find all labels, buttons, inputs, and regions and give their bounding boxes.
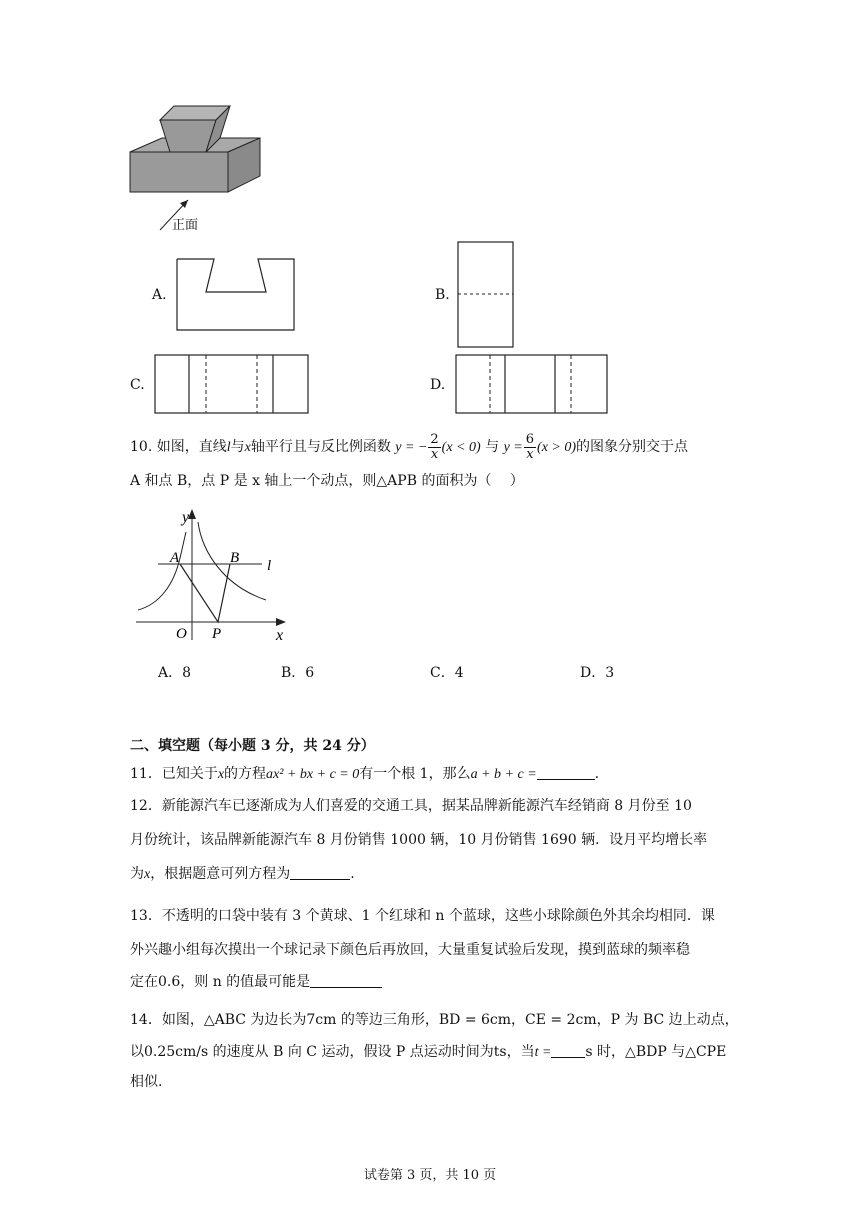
- graph-point-p: P: [212, 626, 222, 642]
- q13-answer-blank[interactable]: [310, 973, 382, 988]
- q12-line3: 为x，根据题意可列方程为 .: [130, 866, 355, 882]
- option-b-letter: B.: [435, 287, 450, 303]
- q14-line1: 14．如图，△ABC 为边长为7cm 的等边三角形，BD = 6cm，CE = 2cm，P 为 BC 边上动点，: [130, 1012, 739, 1028]
- q10-line2: A 和点 B，点 P 是 x 轴上一个动点，则△APB 的面积为（ ）: [130, 473, 524, 489]
- q13-line3: 定在0.6，则 n 的值最可能是: [130, 972, 730, 992]
- option-a-figure: [176, 258, 296, 332]
- graph-line-l: l: [267, 558, 272, 574]
- q12-line2: 月份统计，该品牌新能源汽车 8 月份销售 1000 辆，10 月份销售 1690 辆．设月平均增长率: [130, 832, 708, 848]
- option-c-letter: C.: [130, 377, 145, 393]
- page-footer: 试卷第 3 页，共 10 页: [363, 1168, 497, 1183]
- front-label: 正面: [172, 218, 199, 233]
- q10-option-d: D．3: [580, 665, 615, 681]
- graph-point-b: B: [230, 550, 240, 566]
- q12-answer-blank[interactable]: [290, 865, 350, 880]
- solid-figure: [120, 100, 280, 240]
- q10-option-a: A．8: [158, 665, 192, 681]
- q10-option-b: B．6: [281, 665, 315, 681]
- graph-x-label: x: [276, 627, 284, 644]
- option-b-figure: [457, 241, 515, 349]
- q14-line2: 以0.25cm/s 的速度从 B 向 C 运动，假设 P 点运动时间为ts，当t = s 时，△BDP 与△CPE: [130, 1044, 727, 1060]
- q10-option-c: C．4: [430, 665, 464, 681]
- option-a-letter: A.: [152, 287, 167, 303]
- fraction-6-over-x: $\frac{6}{x}$: [525, 431, 535, 462]
- option-d-letter: D.: [430, 377, 446, 393]
- option-d-figure: [455, 354, 609, 416]
- q10-line1: 10. 如图，直线l与x轴平行且与反比例函数 y = − $\frac{2}{x}$ (x < 0) 与 y = $\frac{6}{x}$ (x > 0)的图象分别交于点: [130, 431, 689, 462]
- graph-y-label: y: [182, 509, 190, 526]
- option-c-figure: [154, 354, 310, 416]
- q11: 11．已知关于x的方程ax² + bx + c = 0有一个根 1，那么a + b + c = .: [130, 766, 600, 782]
- q13-line1: 13．不透明的口袋中装有 3 个黄球、1 个红球和 n 个蓝球，这些小球除颜色外其余均相同．课: [130, 908, 715, 924]
- fraction-2-over-x: $\frac{2}{x}$: [430, 431, 439, 462]
- q10-graph: [130, 504, 300, 644]
- q14-line3: 相似.: [130, 1074, 163, 1090]
- section-2-title: 二、填空题（每小题 3 分，共 24 分）: [130, 738, 375, 754]
- q12-line1: 12．新能源汽车已逐渐成为人们喜爱的交通工具，据某品牌新能源汽车经销商 8 月份至 10: [130, 798, 692, 814]
- graph-point-a: A: [170, 550, 180, 566]
- q14-answer-blank[interactable]: [551, 1043, 585, 1058]
- graph-origin: O: [176, 626, 187, 642]
- q13-line2: 外兴趣小组每次摸出一个球记录下颜色后再放回，大量重复试验后发现，摸到蓝球的频率稳: [130, 942, 690, 958]
- q11-answer-blank[interactable]: [537, 765, 595, 780]
